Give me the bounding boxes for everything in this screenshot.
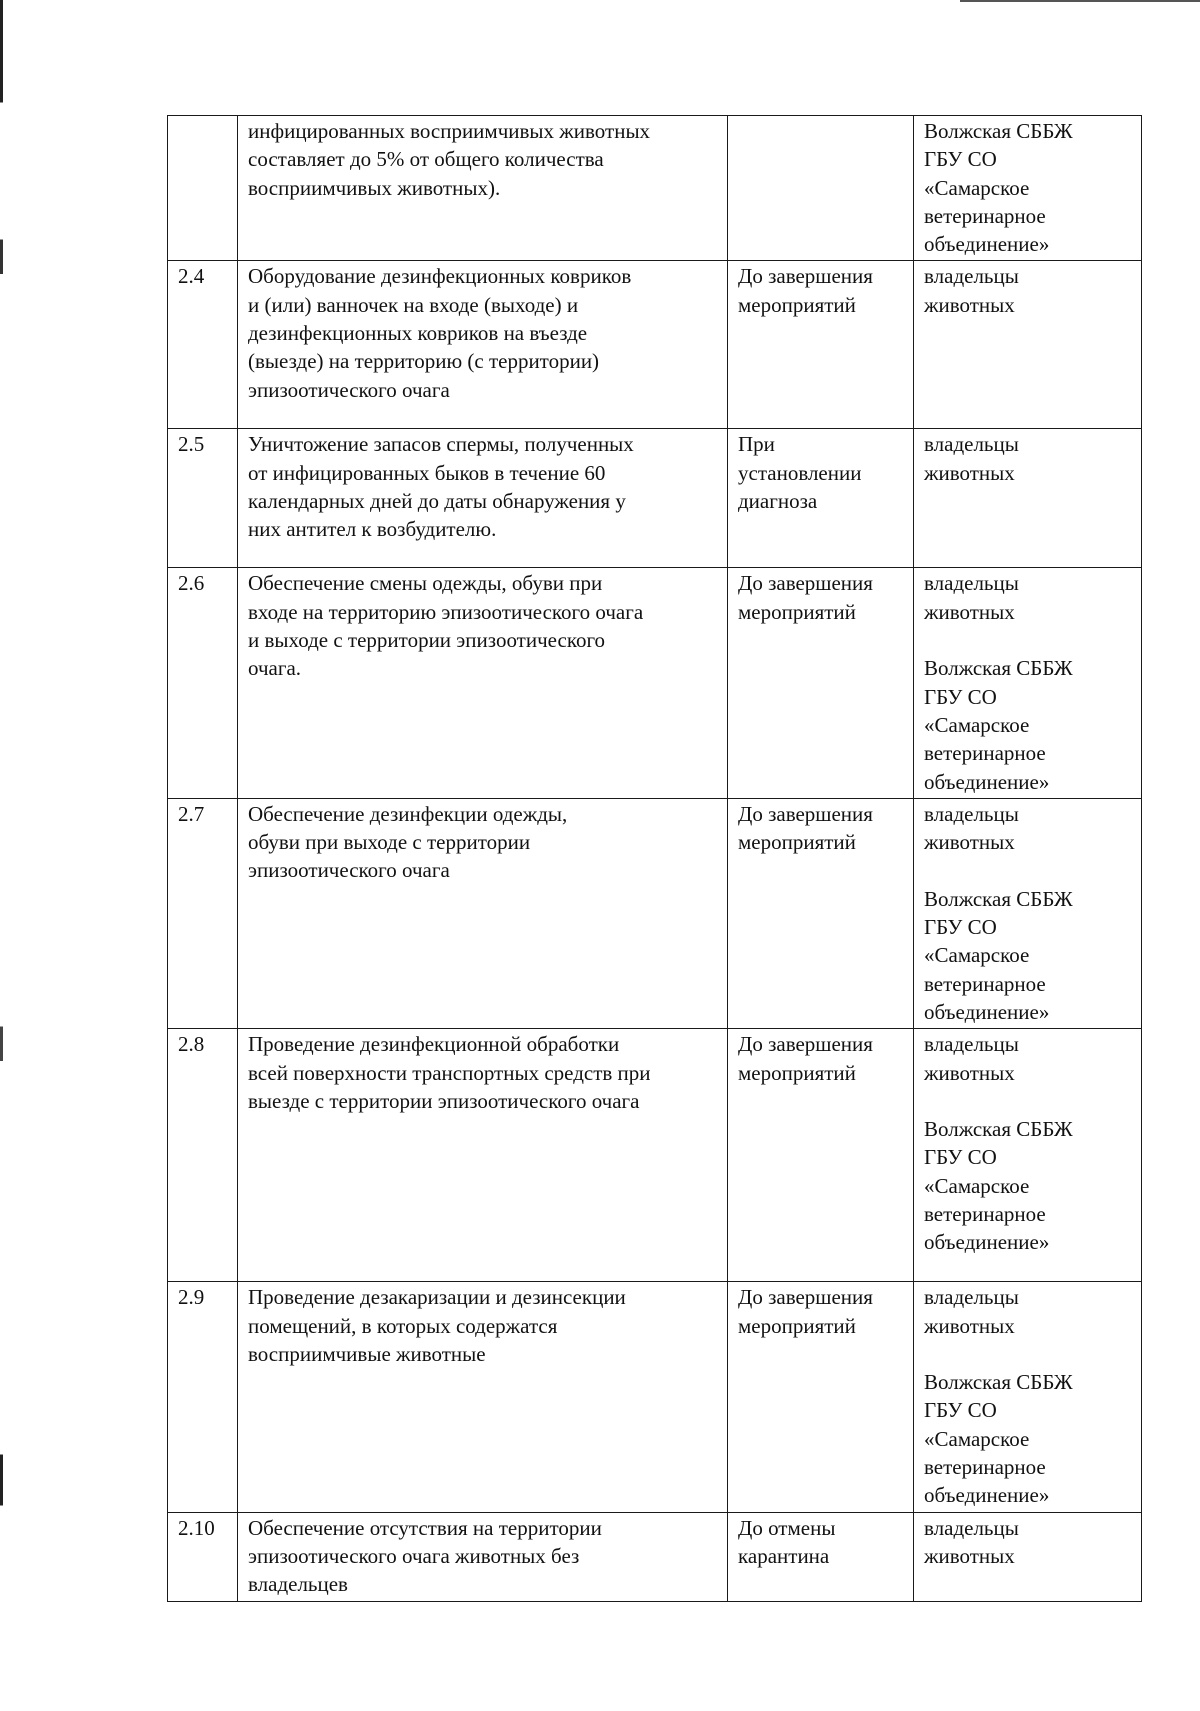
text-line: владельцы (924, 1515, 1019, 1540)
measure-deadline (728, 1282, 914, 1512)
text-line: Обеспечение отсутствия на территории (248, 1515, 602, 1540)
item-number: 2.7 (168, 798, 238, 1028)
text-line: от инфицированных быков в течение 60 (248, 460, 606, 485)
item-number: 2.6 (168, 568, 238, 798)
text-line: мероприятий (738, 830, 856, 855)
text-line: Проведение дезакаризации и дезинсекции (248, 1285, 626, 1310)
text-line: ГБУ СО (924, 684, 997, 709)
text-line: них антител к возбудителю. (248, 517, 497, 542)
text-line: ветеринарное (924, 971, 1046, 996)
measure-description (238, 429, 728, 568)
item-number: 2.8 (168, 1029, 238, 1282)
text-line: очага. (248, 656, 302, 681)
text-line: владельцы (924, 801, 1019, 826)
measures-table (167, 115, 1142, 1602)
text-line: «Самарское (924, 1173, 1030, 1198)
text-line: и (или) ванночек на входе (выходе) и (248, 292, 579, 317)
scan-edge-left (0, 0, 3, 1711)
measure-responsible (914, 568, 1142, 798)
text-line: составляет до 5% от общего количества (248, 147, 604, 172)
text-line: объединение» (924, 1483, 1050, 1508)
text-line: До завершения (738, 801, 873, 826)
item-number: 2.9 (168, 1282, 238, 1512)
text-line: Волжская СББЖ (924, 886, 1073, 911)
measure-deadline (728, 1512, 914, 1601)
text-line: До завершения (738, 264, 873, 289)
table-row (168, 568, 1142, 798)
measure-responsible (914, 261, 1142, 429)
text-line: ветеринарное (924, 1455, 1046, 1480)
text-line: Уничтожение запасов спермы, полученных (248, 432, 634, 457)
text-line: Оборудование дезинфекционных ковриков (248, 264, 632, 289)
text-line: (выезде) на территорию (с территории) (248, 349, 600, 374)
text-line: Обеспечение смены одежды, обуви при (248, 571, 603, 596)
measure-deadline (728, 1029, 914, 1282)
text-line: ветеринарное (924, 203, 1046, 228)
text-line: владельцы (924, 432, 1019, 457)
text-line: владельцы (924, 264, 1019, 289)
text-line: ГБУ СО (924, 1145, 997, 1170)
measure-responsible (914, 1029, 1142, 1282)
text-line: и выходе с территории эпизоотического (248, 628, 606, 653)
text-line: ветеринарное (924, 1202, 1046, 1227)
text-line: объединение» (924, 232, 1050, 257)
measure-deadline (728, 261, 914, 429)
text-line: объединение» (924, 1230, 1050, 1255)
blank-line (924, 856, 1135, 884)
text-line: «Самарское (924, 175, 1030, 200)
table-row (168, 798, 1142, 1028)
measures-table-body (168, 116, 1142, 1602)
text-line: животных (924, 1543, 1015, 1568)
table-row (168, 116, 1142, 261)
text-line: животных (924, 292, 1015, 317)
text-line: «Самарское (924, 1426, 1030, 1451)
text-line: календарных дней до даты обнаружения у (248, 489, 626, 514)
table-row (168, 1512, 1142, 1601)
measure-responsible (914, 116, 1142, 261)
measure-deadline (728, 116, 914, 261)
text-line: животных (924, 830, 1015, 855)
text-line: входе на территорию эпизоотического очага (248, 599, 644, 624)
text-line: мероприятий (738, 599, 856, 624)
text-line: диагноза (738, 489, 818, 514)
text-line: эпизоотического очага (248, 377, 450, 402)
text-line: карантина (738, 1543, 830, 1568)
blank-line (924, 626, 1135, 654)
text-line: объединение» (924, 769, 1050, 794)
text-line: дезинфекционных ковриков на въезде (248, 321, 588, 346)
text-line: ГБУ СО (924, 147, 997, 172)
text-line: эпизоотического очага животных без (248, 1543, 580, 1568)
blank-line (924, 1087, 1135, 1115)
text-line: Волжская СББЖ (924, 1117, 1073, 1142)
text-line: До завершения (738, 1032, 873, 1057)
text-line: выезде с территории эпизоотического очага (248, 1088, 640, 1113)
text-line: До завершения (738, 1285, 873, 1310)
text-line: До завершения (738, 571, 873, 596)
item-number: 2.10 (168, 1512, 238, 1601)
blank-line (924, 1340, 1135, 1368)
text-line: Волжская СББЖ (924, 656, 1073, 681)
text-line: Волжская СББЖ (924, 119, 1073, 143)
measure-description (238, 116, 728, 261)
scan-edge-top (960, 0, 1200, 2)
table-row (168, 1282, 1142, 1512)
text-line: ГБУ СО (924, 1398, 997, 1423)
item-number (168, 116, 238, 261)
measure-description (238, 798, 728, 1028)
table-row (168, 261, 1142, 429)
text-line: Проведение дезинфекционной обработки (248, 1032, 620, 1057)
text-line: ветеринарное (924, 741, 1046, 766)
text-line: ГБУ СО (924, 915, 997, 940)
text-line: владельцы (924, 1032, 1019, 1057)
text-line: «Самарское (924, 712, 1030, 737)
text-line: мероприятий (738, 292, 856, 317)
table-row (168, 1029, 1142, 1282)
text-line: мероприятий (738, 1313, 856, 1338)
measure-description (238, 1029, 728, 1282)
item-number: 2.4 (168, 261, 238, 429)
item-number: 2.5 (168, 429, 238, 568)
text-line: животных (924, 460, 1015, 485)
text-line: всей поверхности транспортных средств при (248, 1060, 651, 1085)
text-line: восприимчивых животных). (248, 175, 501, 200)
measure-responsible (914, 798, 1142, 1028)
text-line: Обеспечение дезинфекции одежды, (248, 801, 568, 826)
measure-responsible (914, 1282, 1142, 1512)
text-line: помещений, в которых содержатся (248, 1313, 558, 1338)
text-line: инфицированных восприимчивых животных (248, 119, 651, 143)
measure-description (238, 568, 728, 798)
text-line: обуви при выходе с территории (248, 830, 531, 855)
text-line: животных (924, 1060, 1015, 1085)
text-line: мероприятий (738, 1060, 856, 1085)
measure-description (238, 261, 728, 429)
measure-description (238, 1512, 728, 1601)
measure-deadline (728, 429, 914, 568)
measure-deadline (728, 568, 914, 798)
text-line: животных (924, 1313, 1015, 1338)
text-line: эпизоотического очага (248, 858, 450, 883)
measure-deadline (728, 798, 914, 1028)
text-line: Волжская СББЖ (924, 1370, 1073, 1395)
measure-description (238, 1282, 728, 1512)
text-line: владельцы (924, 571, 1019, 596)
measure-responsible (914, 429, 1142, 568)
text-line: животных (924, 599, 1015, 624)
text-line: объединение» (924, 999, 1050, 1024)
table-row (168, 429, 1142, 568)
text-line: владельцы (924, 1285, 1019, 1310)
measure-responsible (914, 1512, 1142, 1601)
text-line: «Самарское (924, 943, 1030, 968)
text-line: До отмены (738, 1515, 836, 1540)
text-line: восприимчивые животные (248, 1341, 486, 1366)
text-line: При (738, 432, 775, 457)
text-line: установлении (738, 460, 862, 485)
text-line: владельцев (248, 1572, 348, 1597)
